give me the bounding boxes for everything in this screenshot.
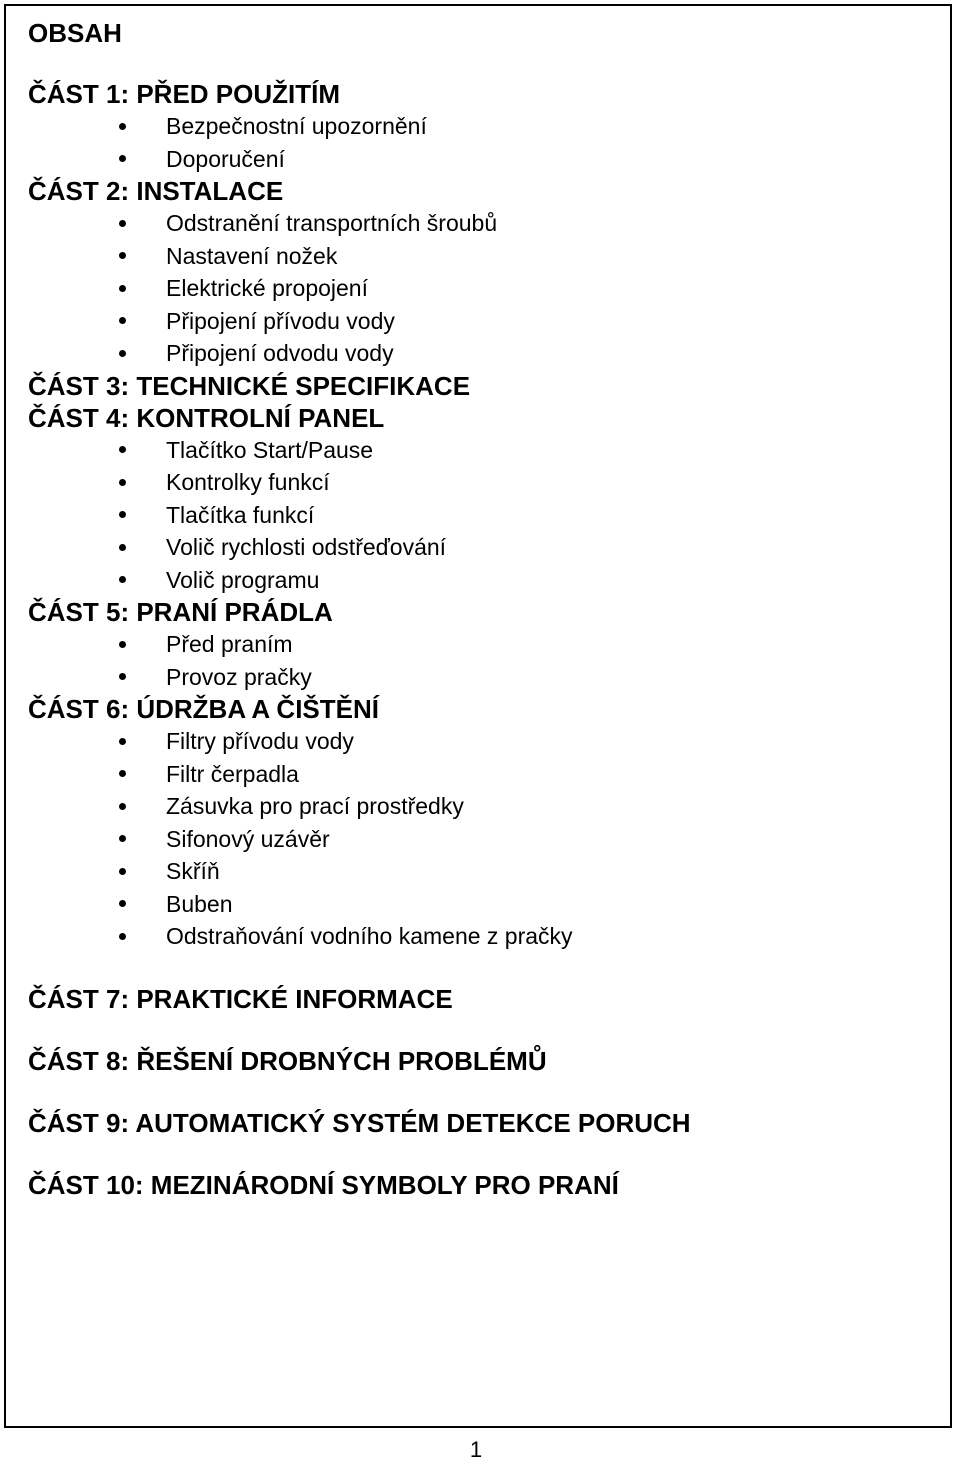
item-label: Buben <box>166 890 233 917</box>
item-label: Provoz pračky <box>166 663 312 690</box>
item-label: Nastavení nožek <box>166 242 338 269</box>
item-label: Odstraňování vodního kamene z pračky <box>166 923 573 949</box>
bullet-icon <box>119 770 126 777</box>
list-item <box>28 207 928 240</box>
list-item <box>28 888 928 921</box>
list-item <box>28 434 928 467</box>
list-item <box>28 499 928 532</box>
list-item <box>28 725 928 758</box>
toc-section <box>28 1107 928 1139</box>
section-heading: ČÁST 8: ŘEŠENÍ DROBNÝCH PROBLÉMŮ <box>28 1045 547 1076</box>
list-item <box>28 240 928 273</box>
item-label: Před praním <box>166 631 293 657</box>
bullet-icon <box>119 285 126 292</box>
bullet-icon <box>119 576 126 583</box>
section-heading: ČÁST 7: PRAKTICKÉ INFORMACE <box>28 983 453 1014</box>
toc-section <box>28 693 928 953</box>
list-item <box>28 564 928 597</box>
section-heading: ČÁST 5: PRANÍ PRÁDLA <box>28 597 333 627</box>
bullet-icon <box>119 479 126 486</box>
section-heading: ČÁST 10: MEZINÁRODNÍ SYMBOLY PRO PRANÍ <box>28 1169 619 1200</box>
list-item <box>28 466 928 499</box>
list-item <box>28 628 928 661</box>
item-label: Doporučení <box>166 145 285 172</box>
page-number: 1 <box>469 1437 483 1462</box>
list-item <box>28 823 928 856</box>
list-item <box>28 305 928 338</box>
bullet-icon <box>119 738 126 745</box>
page-frame <box>4 4 952 1428</box>
item-label: Skříň <box>166 858 220 884</box>
section-items <box>28 110 928 175</box>
section-heading: ČÁST 1: PŘED POUŽITÍM <box>28 79 341 109</box>
section-heading: ČÁST 4: KONTROLNÍ PANEL <box>28 402 385 433</box>
item-label: Bezpečnostní upozornění <box>166 113 427 139</box>
section-heading: ČÁST 2: INSTALACE <box>28 176 284 206</box>
item-label: Kontrolky funkcí <box>166 469 330 495</box>
table-of-contents <box>28 16 928 1201</box>
item-label: Tlačítka funkcí <box>166 501 315 528</box>
list-item <box>28 661 928 694</box>
bullet-icon <box>119 155 126 162</box>
toc-section <box>28 983 928 1015</box>
list-item <box>28 790 928 823</box>
section-heading: ČÁST 6: ÚDRŽBA A ČIŠTĚNÍ <box>28 694 379 724</box>
list-item <box>28 110 928 143</box>
section-items <box>28 434 928 597</box>
bullet-icon <box>119 544 126 551</box>
bullet-icon <box>119 350 126 357</box>
toc-section <box>28 370 928 402</box>
list-item <box>28 272 928 305</box>
item-label: Připojení odvodu vody <box>166 340 394 366</box>
bullet-icon <box>119 511 126 518</box>
item-label: Tlačítko Start/Pause <box>166 436 374 463</box>
item-label: Elektrické propojení <box>166 275 368 301</box>
item-label: Volič programu <box>166 566 320 593</box>
toc-section <box>28 402 928 597</box>
bullet-icon <box>119 835 126 842</box>
list-item <box>28 143 928 176</box>
section-items <box>28 725 928 953</box>
section-items <box>28 628 928 693</box>
list-item <box>28 337 928 370</box>
toc-section <box>28 1169 928 1201</box>
bullet-icon <box>119 446 126 453</box>
section-items <box>28 207 928 370</box>
list-item <box>28 758 928 791</box>
list-item <box>28 855 928 888</box>
section-heading: ČÁST 3: TECHNICKÉ SPECIFIKACE <box>28 370 471 401</box>
section-heading: ČÁST 9: AUTOMATICKÝ SYSTÉM DETEKCE PORUCH <box>28 1107 691 1138</box>
bullet-icon <box>119 220 126 227</box>
item-label: Odstranění transportních šroubů <box>166 210 498 236</box>
bullet-icon <box>119 900 126 907</box>
item-label: Volič rychlosti odstřeďování <box>166 534 447 560</box>
bullet-icon <box>119 933 126 940</box>
item-label: Připojení přívodu vody <box>166 307 395 334</box>
bullet-icon <box>119 673 126 680</box>
toc-section <box>28 1045 928 1077</box>
item-label: Filtr čerpadla <box>166 760 299 787</box>
bullet-icon <box>119 868 126 875</box>
bullet-icon <box>119 803 126 810</box>
toc-section <box>28 78 928 175</box>
bullet-icon <box>119 123 126 130</box>
bullet-icon <box>119 641 126 648</box>
toc-section <box>28 596 928 693</box>
list-item <box>28 531 928 564</box>
toc-title: OBSAH <box>28 18 122 48</box>
bullet-icon <box>119 252 126 259</box>
toc-section <box>28 175 928 370</box>
item-label: Zásuvka pro prací prostředky <box>166 793 464 819</box>
list-item <box>28 920 928 953</box>
item-label: Sifonový uzávěr <box>166 825 330 852</box>
item-label: Filtry přívodu vody <box>166 728 354 754</box>
bullet-icon <box>119 317 126 324</box>
